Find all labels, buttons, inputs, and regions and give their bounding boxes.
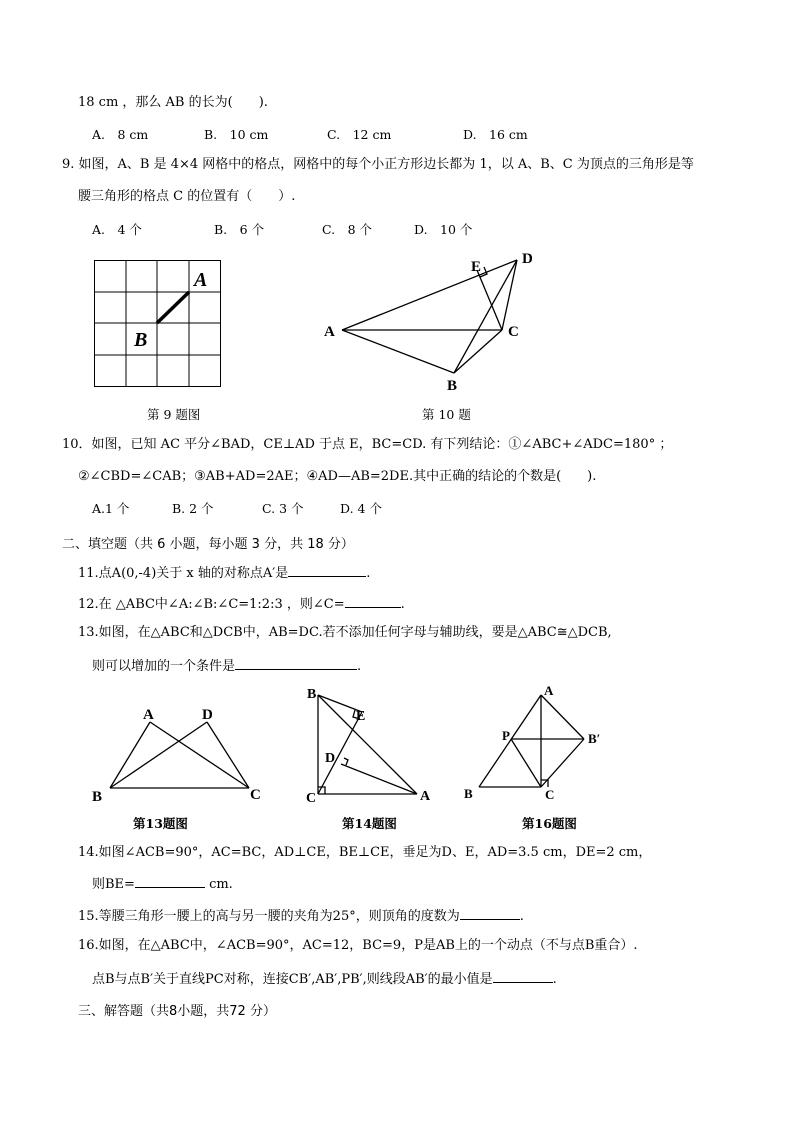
q9-option-a: A. 4 个 — [92, 222, 142, 237]
q16-answer-blank[interactable] — [493, 969, 553, 983]
section-3-title: 三、解答题（共8小题，共72 分） — [78, 1004, 276, 1019]
fig16-label-a: A — [544, 683, 554, 698]
fig14-label-a: A — [420, 789, 431, 804]
fig13-label-d: D — [202, 707, 213, 723]
fig16-label-p: P — [502, 728, 510, 743]
q13-answer-blank[interactable] — [235, 656, 357, 670]
fig16-label-b-prime: B′ — [588, 731, 601, 746]
figure-14 — [300, 685, 440, 810]
fig16-label-c: C — [545, 787, 555, 802]
q14-answer-blank[interactable] — [135, 874, 205, 888]
q15: 15.等腰三角形一腰上的高与另一腰的夹角为25°，则顶角的度数为 . — [78, 906, 524, 926]
figure-10 — [320, 250, 545, 400]
q9-line1: 9. 如图，A、B 是 4×4 网格中的格点，网格中的每个小正方形边长都为 1，以 A、B、C 为顶点的三角形是等 — [62, 157, 694, 172]
q11-answer-blank[interactable] — [288, 563, 366, 577]
fig10-label-b: B — [447, 378, 458, 394]
q10-line2: ②∠CBD=∠CAB；③AB+AD=2AE；④AD—AB=2DE.其中正确的结论的个数是( ). — [78, 469, 597, 484]
q13-line1: 13.如图，在△ABC和△DCB中，AB=DC.若不添加任何字母与辅助线，要是△ABC≅△DCB, — [78, 625, 612, 640]
fig13-label-c: C — [250, 787, 261, 803]
fig14-label-e: E — [356, 709, 366, 724]
q16-line2: 点B与点B′关于直线PC对称，连接CB′,AB′,PB′,则线段AB′的最小值是 . — [92, 969, 557, 989]
q8-tail: 18 cm ，那么 AB 的长为( ). — [78, 95, 268, 110]
q12-answer-blank[interactable] — [345, 594, 401, 608]
q12-text: 12.在 △ABC中∠A:∠B:∠C=1:2:3 ，则∠C= — [78, 597, 345, 612]
q14-line2: 则BE= cm. — [92, 874, 233, 894]
q13-line2: 则可以增加的一个条件是 . — [92, 656, 361, 676]
fig16-caption: 第16题图 — [522, 816, 577, 831]
section-2-title: 二、填空题（共 6 小题，每小题 3 分，共 18 分） — [62, 537, 354, 552]
q12: 12.在 △ABC中∠A:∠B:∠C=1:2:3 ，则∠C= . — [78, 594, 405, 614]
segment-ab — [157, 292, 189, 323]
q8-option-c: C. 12 cm — [327, 127, 392, 142]
fig14-caption: 第14题图 — [342, 816, 397, 831]
figure-16 — [462, 683, 612, 808]
fig10-caption: 第 10 题 — [422, 407, 471, 422]
fig10-label-e: E — [471, 259, 482, 275]
q10-line1: 10．如图，已知 AC 平分∠BAD，CE⊥AD 于点 E，BC=CD. 有下列结论：①∠ABC+∠ADC=180° ； — [62, 437, 673, 452]
fig10-label-c: C — [508, 324, 519, 340]
q11-text: 11.点A(0,-4)关于 x 轴的对称点A′是 — [78, 566, 289, 581]
q14-line1: 14.如图∠ACB=90°，AC=BC，AD⊥CE，BE⊥CE，垂足为D、E，AD=3.5 cm，DE=2 cm， — [78, 845, 652, 860]
q15-answer-blank[interactable] — [460, 906, 520, 920]
q10-option-b: B. 2 个 — [172, 501, 214, 516]
grid-label-a: A — [194, 269, 208, 291]
q9-option-c: C. 8 个 — [322, 222, 373, 237]
fig14-label-c: C — [306, 791, 317, 806]
fig14-label-d: D — [325, 751, 336, 766]
q8-option-d: D. 16 cm — [463, 127, 528, 142]
fig13-caption: 第13题图 — [133, 816, 188, 831]
fig10-label-a: A — [324, 324, 335, 340]
fig13-label-b: B — [92, 789, 103, 805]
q10-option-a: A.1 个 — [92, 501, 130, 516]
q10-option-d: D. 4 个 — [340, 501, 382, 516]
grid-label-b: B — [134, 329, 148, 351]
q16-line1: 16.如图，在△ABC中，∠ACB=90°，AC=12，BC=9，P是AB上的一个动点（不与点B重合）. — [78, 938, 638, 953]
q9-option-b: B. 6 个 — [214, 222, 265, 237]
fig10-label-d: D — [522, 251, 533, 267]
q9-option-d: D. 10 个 — [414, 222, 473, 237]
q10-option-c: C. 3 个 — [262, 501, 304, 516]
q9-line2: 腰三角形的格点 C 的位置有（ ）. — [78, 189, 296, 204]
fig14-label-b: B — [307, 687, 317, 702]
figure-9-grid — [94, 260, 224, 388]
q8-option-a: A. 8 cm — [92, 127, 149, 142]
figure-13 — [90, 705, 270, 805]
fig13-label-a: A — [143, 707, 154, 723]
q8-option-b: B. 10 cm — [204, 127, 269, 142]
fig9-caption: 第 9 题图 — [147, 407, 201, 422]
fig16-label-b: B — [464, 786, 473, 801]
q11: 11.点A(0,-4)关于 x 轴的对称点A′是 . — [78, 563, 370, 583]
